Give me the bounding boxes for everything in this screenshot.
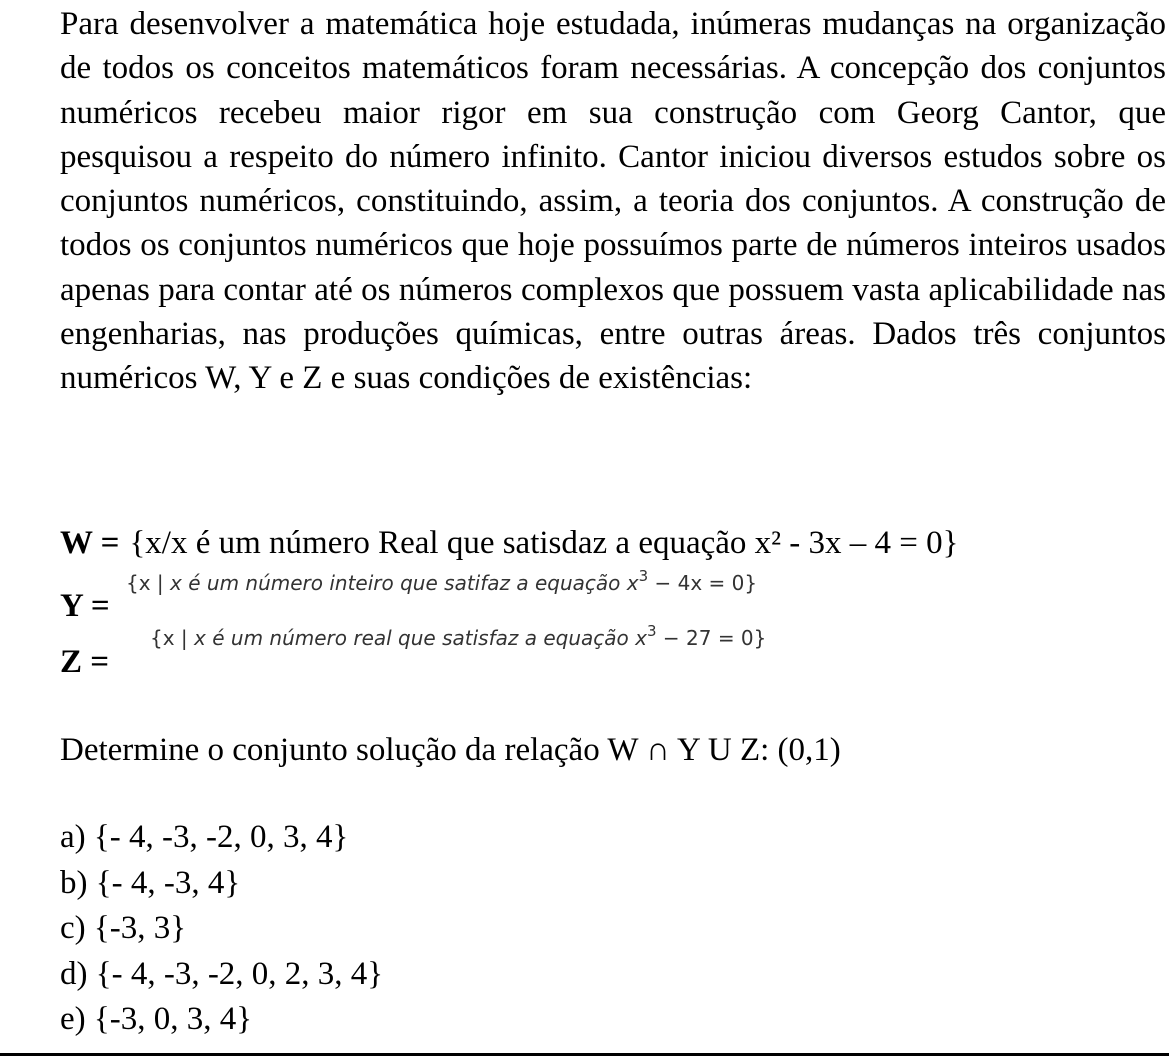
set-z-bar: |	[180, 626, 188, 650]
option-d	[60, 952, 383, 998]
bottom-divider	[0, 1053, 1169, 1056]
set-w-definition	[60, 523, 959, 563]
set-z-tail: − 27 = 0}	[662, 626, 767, 650]
set-y-tail: − 4x = 0}	[654, 571, 758, 595]
option-a	[60, 815, 383, 861]
option-letter: b)	[60, 864, 88, 901]
set-y-open: {x	[126, 571, 151, 595]
set-z-body: x é um número real que satisfaz a equação	[194, 626, 629, 650]
set-z-label: Z =	[60, 644, 110, 680]
set-z-open: {x	[150, 626, 175, 650]
option-b	[60, 861, 383, 907]
option-value: {- 4, -3, -2, 0, 2, 3, 4}	[95, 955, 384, 992]
set-y-exponent: 3	[638, 567, 649, 585]
option-value: {-3, 3}	[93, 910, 187, 946]
set-y-condition	[126, 567, 757, 595]
option-letter: d)	[60, 955, 88, 992]
option-letter: a)	[60, 819, 86, 855]
option-c	[60, 906, 383, 952]
option-e	[60, 997, 383, 1043]
set-y-label: Y =	[60, 588, 110, 624]
set-z-condition	[150, 622, 766, 650]
set-w-condition: {x/x é um número Real que satisdaz a equação x² - 3x – 4 = 0}	[129, 525, 959, 561]
answer-options	[60, 815, 383, 1043]
set-y-body: x é um número inteiro que satifaz a equação	[170, 571, 621, 595]
option-value: {-3, 0, 3, 4}	[93, 1001, 253, 1037]
intro-paragraph: Para desenvolver a matemática hoje estudada, inúmeras mudanças na organização de todos os conceitos matemáticos foram necessárias. A concepção dos conjuntos numéricos recebeu maior rigor em sua construção com Georg Cantor, que pesquisou a respeito do número infinito. Cantor iniciou diversos estudos sobre os conjuntos numéricos, constituindo, assim, a teoria dos conjuntos. A construção de todos os conjuntos numéricos que hoje possuímos parte de números inteiros usados apenas para contar até os números complexos que possuem vasta aplicabilidade nas engenharias, nas produções químicas, entre outras áreas. Dados três conjuntos numéricos W, Y e Z e suas condições de existências:	[60, 6, 1166, 397]
set-w-label: W =	[60, 525, 120, 561]
set-y-bar: |	[156, 571, 164, 595]
set-z-var: x	[635, 626, 647, 650]
option-value: {- 4, -3, 4}	[95, 864, 241, 901]
option-letter: e)	[60, 1001, 86, 1037]
set-z-exponent: 3	[646, 622, 657, 640]
option-value: {- 4, -3, -2, 0, 3, 4}	[93, 819, 349, 855]
question-text: Determine o conjunto solução da relação W ∩ Y U Z: (0,1)	[60, 732, 841, 768]
set-y-var: x	[626, 571, 639, 595]
option-letter: c)	[60, 910, 86, 946]
